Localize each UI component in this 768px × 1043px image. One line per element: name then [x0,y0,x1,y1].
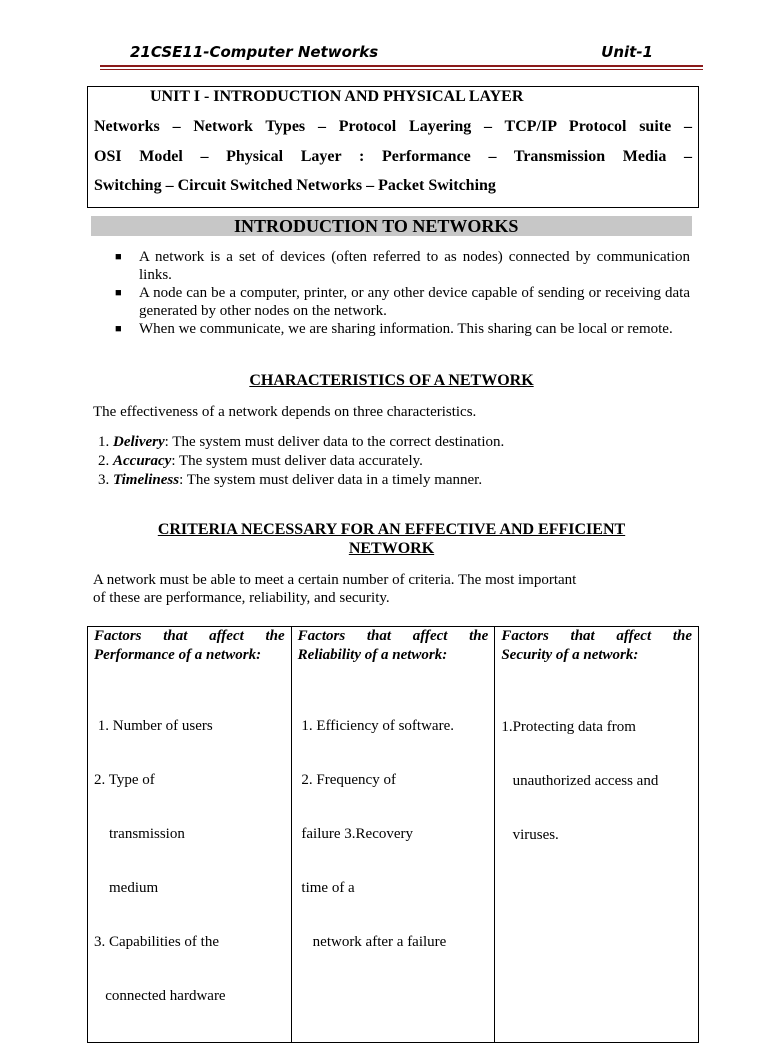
course-title: 21CSE11-Computer Networks [130,43,379,61]
bullet-icon: ■ [115,287,122,299]
list-item: failure 3.Recovery [297,826,414,842]
item-number: 3. [98,472,110,488]
bullet-icon: ■ [115,323,122,335]
intro-bullet-list [112,248,690,338]
criteria-intro-line: A network must be able to meet a certain number of criteria. The most important [93,572,577,588]
unit-summary-box [87,86,699,208]
characteristics-list [98,433,504,490]
list-item [112,284,690,320]
list-item [98,471,504,490]
item-term: Accuracy [113,453,172,469]
section-banner [91,216,692,236]
list-item: 3. Capabilities of the [94,934,219,950]
cell-list [298,665,489,987]
list-item [98,452,504,471]
item-text: : The system must deliver data accurately. [171,453,423,469]
list-item: viruses. [501,827,559,843]
list-item: 1. Number of users [94,718,213,734]
header-rule [100,65,703,67]
criteria-intro [93,571,576,607]
list-item [112,248,690,284]
table-row [88,627,699,1043]
table-cell-performance [88,627,292,1043]
header-rule-thin [100,69,703,70]
column-heading: Factors that affect the Security of a network: [501,628,692,663]
cell-list [501,665,692,880]
list-item: network after a failure [297,934,447,950]
unit-title: UNIT I - INTRODUCTION AND PHYSICAL LAYER [150,88,524,105]
criteria-table [87,626,699,1043]
column-heading: Factors that affect the Performance of a network: [94,628,285,663]
list-item: 1.Protecting data from [501,719,636,735]
section-title: INTRODUCTION TO NETWORKS [234,216,519,236]
page-header [100,40,703,68]
list-item [98,433,504,452]
unit-topics-line: Switching – Circuit Switched Networks – Packet Switching [94,177,496,194]
cell-list [94,665,285,1042]
criteria-heading-line: NETWORK [348,540,435,557]
item-text: : The system must deliver data in a timely manner. [179,472,483,488]
list-item: unauthorized access and [501,773,659,789]
list-item: transmission [94,826,185,842]
item-text: : The system must deliver data to the correct destination. [164,434,505,450]
bullet-text: When we communicate, we are sharing information. This sharing can be local or remote. [139,321,673,337]
bullet-icon: ■ [115,251,122,263]
list-item: time of a [297,880,355,896]
criteria-heading-line: CRITERIA NECESSARY FOR AN EFFECTIVE AND EFFICIENT [157,521,626,538]
characteristics-heading: CHARACTERISTICS OF A NETWORK [249,372,534,389]
criteria-heading [91,520,692,558]
unit-topics-line: Networks – Network Types – Protocol Layering – TCP/IP Protocol suite – [94,118,692,135]
list-item [112,320,690,338]
unit-topics-line: OSI Model – Physical Layer : Performance – Transmission Media – [94,148,692,165]
item-number: 1. [98,434,110,450]
characteristics-intro: The effectiveness of a network depends on three characteristics. [93,404,477,420]
unit-label: Unit-1 [601,43,653,61]
bullet-text: A network is a set of devices (often referred to as nodes) connected by communication links. [139,249,690,283]
criteria-intro-line: of these are performance, reliability, and security. [93,590,390,606]
item-number: 2. [98,453,110,469]
item-term: Timeliness [113,472,180,488]
table-cell-reliability [291,627,495,1043]
bullet-text: A node can be a computer, printer, or any other device capable of sending or receiving data generated by other nodes on the network. [139,285,690,319]
item-term: Delivery [113,434,165,450]
list-item: 2. Type of [94,772,155,788]
table-cell-security [495,627,699,1043]
list-item: medium [94,880,159,896]
list-item: 1. Efficiency of software. [297,718,454,734]
column-heading: Factors that affect the Reliability of a network: [297,628,489,663]
list-item: 2. Frequency of [297,772,396,788]
list-item: connected hardware [94,988,226,1004]
